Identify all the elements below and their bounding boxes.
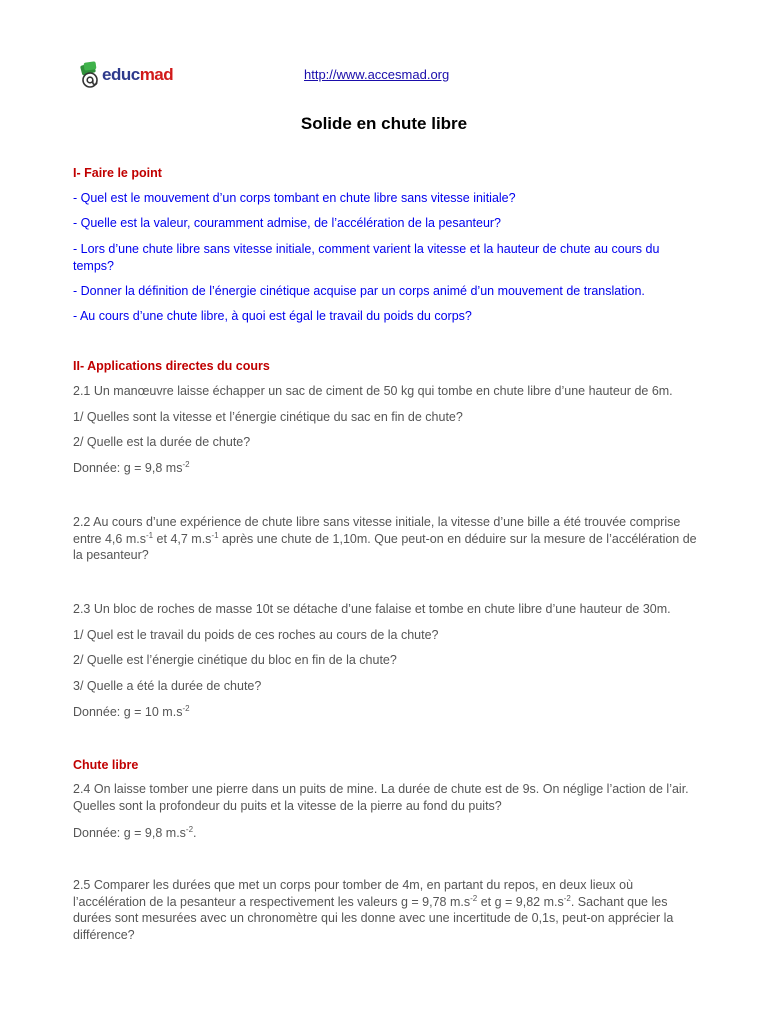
educmad-logo: [79, 61, 179, 91]
exercise-2-1-statement: 2.1 Un manœuvre laisse échapper un sac de ciment de 50 kg qui tombe en chute libre d’une hauteur de 6m.: [73, 384, 673, 398]
question-5: - Au cours d’une chute libre, à quoi est égal le travail du poids du corps?: [73, 309, 472, 323]
exercise-2-2-statement: [73, 514, 698, 564]
logo-text-part-a: educ: [102, 65, 140, 84]
logo-text-part-b: mad: [139, 65, 174, 84]
exercise-2-1-question-1: 1/ Quelles sont la vitesse et l’énergie cinétique du sac en fin de chute?: [73, 410, 463, 424]
document-title: Solide en chute libre: [300, 114, 468, 133]
exercise-2-4-data: [73, 825, 698, 842]
exercise-2-2-text-3: après une chute de 1,10m. Que peut-on en déduire sur la mesure de l’accélération de la pesanteur?: [73, 531, 697, 562]
exercise-2-5-text-3: . Sachant que les durées sont mesurées avec un chronomètre qui les donne avec une incertitude de 0,1s, peut-on apprécier la différence?: [73, 894, 674, 942]
exercise-2-2-text-2: et 4,7 m.s: [153, 531, 212, 546]
exercise-2-3-data-exponent: -2: [182, 703, 190, 713]
exercise-2-4-statement: 2.4 On laisse tomber une pierre dans un puits de mine. La durée de chute est de 9s. On néglige l’action de l’air. Quelles sont la profondeur du puits et la vitesse de la pierre au fond du puits?: [73, 782, 689, 813]
logo-wordmark: [102, 65, 173, 85]
exercise-2-5-exponent-2: -2: [563, 893, 571, 903]
question-2: - Quelle est la valeur, couramment admise, de l’accélération de la pesanteur?: [73, 216, 502, 230]
question-3: - Lors d’une chute libre sans vitesse initiale, comment varient la vitesse et la hauteur de chute au cours du temps?: [73, 242, 660, 273]
accesmad-link[interactable]: http://www.accesmad.org: [304, 67, 450, 82]
question-4: - Donner la définition de l’énergie cinétique acquise par un corps animé d’un mouvement de translation.: [73, 284, 645, 298]
exercise-2-5-text-2: et g = 9,82 m.s: [477, 894, 564, 909]
section-heading-chute-libre: Chute libre: [73, 758, 139, 772]
section-heading-applications: II- Applications directes du cours: [73, 359, 270, 373]
exercise-2-5-exponent-1: -2: [470, 893, 478, 903]
exercise-2-1-question-2: 2/ Quelle est la durée de chute?: [73, 435, 251, 449]
exercise-2-3-question-3: 3/ Quelle a été la durée de chute?: [73, 679, 262, 693]
exercise-2-5-text-1: 2.5 Comparer les durées que met un corps pour tomber de 4m, en partant du repos, en deux lieux où l’accélération de la pesanteur a respectivement les valeurs g = 9,78 m.s: [73, 878, 634, 909]
question-1: - Quel est le mouvement d’un corps tombant en chute libre sans vitesse initiale?: [73, 191, 516, 205]
exercise-2-4-data-exponent: -2: [185, 824, 194, 834]
section-heading-faire-le-point: I- Faire le point: [73, 166, 162, 180]
exercise-2-3-data: [73, 704, 698, 721]
exercise-2-3-question-2: 2/ Quelle est l’énergie cinétique du bloc en fin de la chute?: [73, 653, 397, 667]
exercise-2-3-question-1: 1/ Quel est le travail du poids de ces roches au cours de la chute?: [73, 628, 439, 642]
exercise-2-2-text-1: 2.2 Au cours d’une expérience de chute libre sans vitesse initiale, la vitesse d’une bille a été trouvée comprise entre 4,6 m.s: [73, 515, 681, 546]
exercise-2-1-data: [73, 460, 698, 477]
exercise-2-2-exponent-2: -1: [211, 530, 219, 540]
exercise-2-4-data-suffix: .: [193, 826, 197, 840]
exercise-2-5-statement: [73, 877, 698, 943]
exercise-2-2-exponent-1: -1: [145, 530, 154, 540]
exercise-2-1-data-exponent: -2: [182, 459, 190, 469]
educmad-logo-icon: [79, 61, 103, 89]
exercise-2-3-data-text: Donnée: g = 10 m.s: [73, 705, 183, 719]
exercise-2-1-data-text: Donnée: g = 9,8 ms: [73, 461, 183, 475]
exercise-2-3-statement: 2.3 Un bloc de roches de masse 10t se détache d’une falaise et tombe en chute libre d’une hauteur de 30m.: [73, 602, 671, 616]
exercise-2-4-data-text: Donnée: g = 9,8 m.s: [73, 826, 186, 840]
